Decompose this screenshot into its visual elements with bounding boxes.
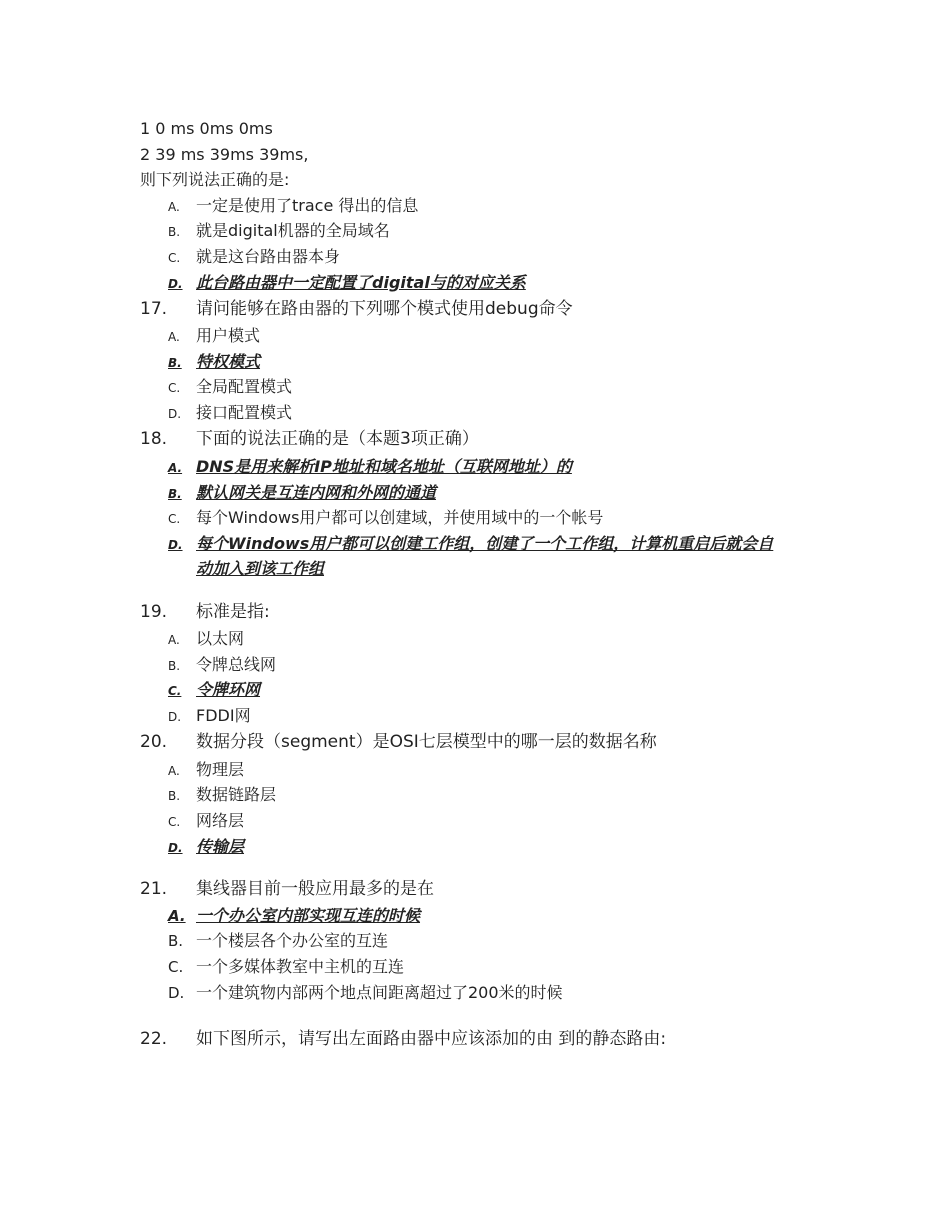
q19-option-a: 以太网 [196, 629, 245, 648]
q20-option-d-label: D. [168, 841, 183, 855]
q21-option-c-label: C. [168, 958, 184, 976]
intro-line-3: 则下列说法正确的是: [140, 170, 290, 189]
q18-question: 下面的说法正确的是（本题3项正确） [196, 429, 479, 449]
q18-option-d-label: D. [168, 538, 183, 552]
q19-number: 19. [140, 602, 168, 622]
q18-option-a-correct: DNS是用来解析IP地址和域名地址（互联网地址）的 [196, 457, 572, 476]
q21-option-d-label: D. [168, 984, 185, 1002]
q17-option-a: 用户模式 [196, 326, 261, 345]
q16-option-d-label: D. [168, 277, 183, 291]
q21-number: 21. [140, 879, 168, 899]
q17-question: 请问能够在路由器的下列哪个模式使用debug命令 [196, 299, 573, 319]
q21-question: 集线器目前一般应用最多的是在 [196, 879, 434, 899]
q16-option-c-label: C. [168, 251, 181, 265]
q19-question: 标准是指: [196, 602, 270, 622]
q19-option-b: 令牌总线网 [196, 655, 277, 674]
q21-option-b-label: B. [168, 932, 184, 950]
q19-option-a-label: A. [168, 633, 180, 647]
q21-option-d: 一个建筑物内部两个地点间距离超过了200米的时候 [196, 983, 563, 1002]
q16-option-c: 就是这台路由器本身 [196, 247, 341, 266]
q18-number: 18. [140, 429, 168, 449]
q17-option-d-label: D. [168, 407, 182, 421]
q16-option-b-label: B. [168, 225, 181, 239]
q20-option-c-label: C. [168, 815, 181, 829]
q16-option-a-label: A. [168, 200, 180, 214]
q20-option-c: 网络层 [196, 811, 245, 830]
q17-number: 17. [140, 299, 168, 319]
q18-option-b-label: B. [168, 487, 182, 501]
q20-option-b-label: B. [168, 789, 181, 803]
q18-option-b-correct: 默认网关是互连内网和外网的通道 [196, 483, 437, 502]
q20-option-a-label: A. [168, 764, 180, 778]
q17-option-b-correct: 特权模式 [196, 352, 261, 371]
q18-option-d-continued: 动加入到该工作组 [196, 559, 325, 578]
q18-option-a-label: A. [168, 461, 183, 475]
q17-option-d: 接口配置模式 [196, 403, 293, 422]
q16-option-a: 一定是使用了trace 得出的信息 [196, 196, 419, 215]
q20-question: 数据分段（segment）是OSI七层模型中的哪一层的数据名称 [196, 732, 657, 752]
q17-option-c: 全局配置模式 [196, 377, 293, 396]
intro-line-1: 1 0 ms 0ms 0ms [140, 119, 273, 138]
q16-option-b: 就是digital机器的全局域名 [196, 221, 390, 240]
q18-option-c: 每个Windows用户都可以创建域，并使用域中的一个帐号 [196, 508, 604, 527]
intro-line-2: 2 39 ms 39ms 39ms, [140, 145, 309, 164]
q20-option-a: 物理层 [196, 760, 245, 779]
q21-option-a-label: A. [168, 907, 186, 925]
q19-option-c-correct: 令牌环网 [196, 680, 261, 699]
q18-option-c-label: C. [168, 512, 181, 526]
q21-option-a-correct: 一个办公室内部实现互连的时候 [196, 906, 421, 925]
q16-option-d-correct: 此台路由器中一定配置了digital与的对应关系 [196, 273, 526, 292]
q22-question: 如下图所示，请写出左面路由器中应该添加的由 到的静态路由: [196, 1029, 667, 1049]
q20-number: 20. [140, 732, 168, 752]
q19-option-d: FDDI网 [196, 706, 251, 725]
q17-option-a-label: A. [168, 330, 180, 344]
q20-option-d-correct: 传输层 [196, 837, 245, 856]
q18-option-d-correct: 每个Windows用户都可以创建工作组，创建了一个工作组，计算机重启后就会自 [196, 534, 774, 553]
q22-number: 22. [140, 1029, 168, 1049]
q19-option-c-label: C. [168, 684, 182, 698]
q19-option-d-label: D. [168, 710, 182, 724]
q17-option-b-label: B. [168, 356, 182, 370]
q21-option-b: 一个楼层各个办公室的互连 [196, 931, 389, 950]
q17-option-c-label: C. [168, 381, 181, 395]
q19-option-b-label: B. [168, 659, 181, 673]
q20-option-b: 数据链路层 [196, 785, 277, 804]
q21-option-c: 一个多媒体教室中主机的互连 [196, 957, 405, 976]
